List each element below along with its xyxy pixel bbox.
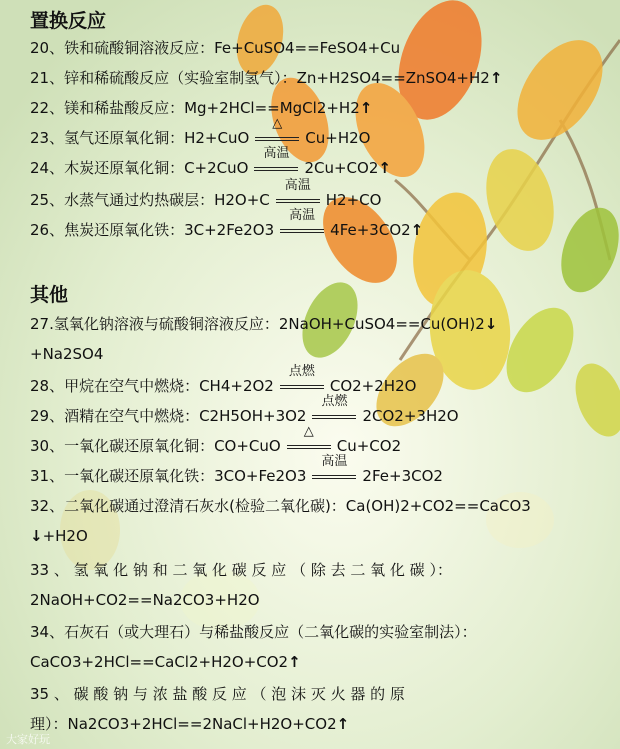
equation-26: 26、焦炭还原氧化铁：3C+2Fe2O3 高温 4Fe+3CO2↑ [30,208,424,239]
equation-35: 35 、 碳 酸 钠 与 浓 盐 酸 反 应 （ 泡 沫 灭 火 器 的 原 [30,685,405,703]
equation-28: 28、甲烷在空气中燃烧：CH4+2O2 点燃 CO2+2H2O [30,364,417,395]
equation-33: 33 、 氢 氧 化 钠 和 二 氧 化 碳 反 应 （ 除 去 二 氧 化 碳 ）： [30,561,452,579]
equation-25: 25、水蒸气通过灼热碳层：H2O+C 高温 H2+CO [30,178,382,209]
equation-29: 29、酒精在空气中燃烧：C2H5OH+3O2 点燃 2CO2+3H2O [30,394,459,425]
equation-34-continued: CaCO3+2HCl==CaCl2+H2O+CO2↑ [30,653,301,671]
reaction-condition-sign: 高温 [274,220,330,240]
watermark: 大家好玩 [6,733,50,746]
gas-up-arrow: ↑ [489,69,503,87]
reaction-condition-sign: △ [249,128,305,148]
gas-up-arrow: ↑ [288,653,301,671]
equation-35-continued: 理）：Na2CO3+2HCl==2NaCl+H2O+CO2↑ [30,715,350,733]
reaction-condition-sign: △ [281,436,337,456]
section-title-replacement: 置换反应 [30,10,107,32]
gas-up-arrow: ↑ [378,159,391,177]
equation-21: 21、锌和稀硫酸反应（实验室制氢气）：Zn+H2SO4==ZnSO4+H2↑ [30,69,503,87]
equation-24: 24、木炭还原氧化铜：C+2CuO 高温 2Cu+CO2↑ [30,146,391,177]
precipitate-down-arrow: ↓ [30,527,43,545]
gas-up-arrow: ↑ [359,99,373,117]
equation-27: 27.氢氧化钠溶液与硫酸铜溶液反应：2NaOH+CuSO4==Cu(OH)2↓ [30,315,498,333]
equation-32: 32、二氧化碳通过澄清石灰水(检验二氧化碳)：Ca(OH)2+CO2==CaCO3 [30,497,531,515]
reaction-condition-sign: 点燃 [306,406,362,426]
equation-27-continued: +Na2SO4 [30,345,104,363]
equation-31: 31、一氧化碳还原氧化铁：3CO+Fe2O3 高温 2Fe+3CO2 [30,454,443,485]
section-title-other: 其他 [30,284,69,306]
equation-30: 30、一氧化碳还原氧化铜：CO+CuO △ Cu+CO2 [30,424,402,455]
reaction-condition-sign: 高温 [248,158,304,178]
equation-20: 20、铁和硫酸铜溶液反应：Fe+CuSO4==FeSO4+Cu [30,39,401,57]
gas-up-arrow: ↑ [336,715,350,733]
gas-up-arrow: ↑ [410,221,424,239]
reaction-condition-sign: 高温 [270,190,326,210]
precipitate-down-arrow: ↓ [484,315,498,333]
equation-33-continued: 2NaOH+CO2==Na2CO3+H2O [30,591,260,609]
reaction-condition-sign: 高温 [306,466,362,486]
equation-32-continued: ↓+H2O [30,527,88,545]
reaction-condition-sign: 点燃 [274,376,330,396]
equation-23: 23、氢气还原氧化铜：H2+CuO △ Cu+H2O [30,116,371,147]
equation-34: 34、石灰石（或大理石）与稀盐酸反应（二氧化碳的实验室制法）： [30,623,477,641]
equation-22: 22、镁和稀盐酸反应：Mg+2HCl==MgCl2+H2↑ [30,99,373,117]
